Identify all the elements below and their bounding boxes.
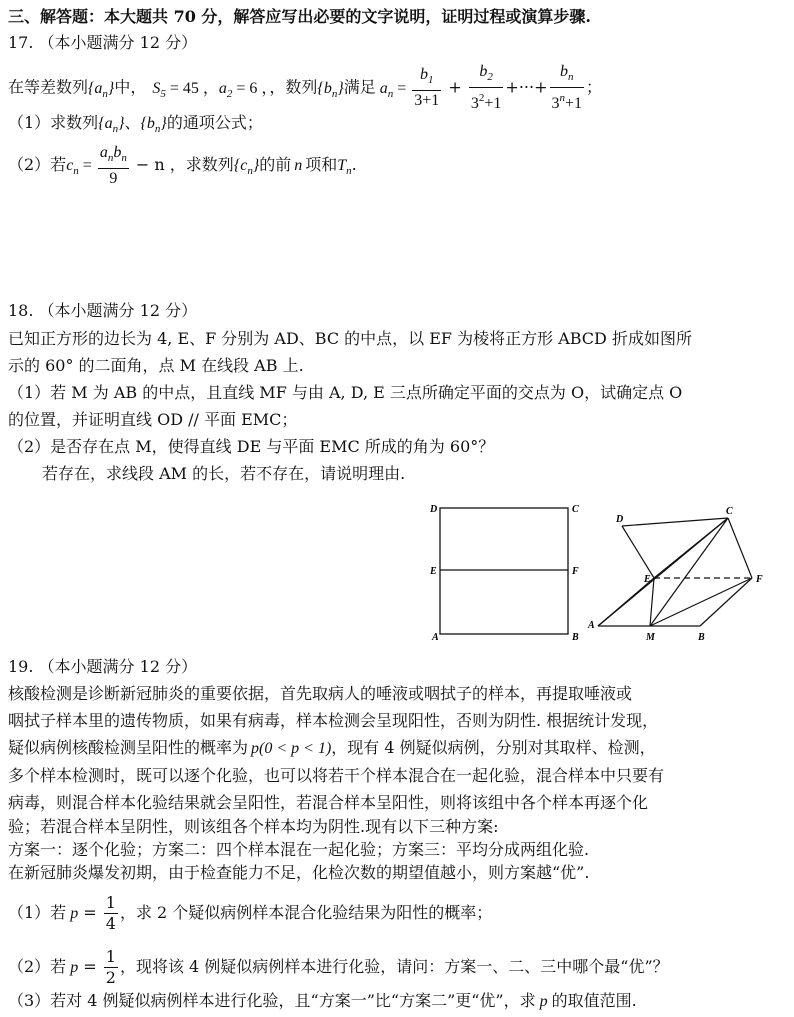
q17-frac-2: $\frac{b_2}{3^2+1}$ [470, 63, 502, 112]
label-A: A [432, 632, 439, 643]
q18-line-6: 若存在，求线段 AM 的长，若不存在，请说明理由. [42, 464, 406, 483]
q17-cn-frac: $\frac{a_nb_n}{9}$ [99, 143, 127, 187]
q19-line-7: 方案一：逐个化验；方案二：四个样本混在一起化验；方案三：平均分成两组化验. [8, 840, 590, 859]
q17-a2: $a_2 = 6$ ， [218, 79, 270, 100]
q18-score: （本小题满分 12 分） [38, 301, 198, 320]
label-M: M [646, 632, 655, 643]
q18-line-4: 的位置，并证明直线 OD // 平面 EMC； [8, 410, 298, 429]
q17-stem-text: 满足 [343, 77, 376, 97]
q18-line-1: 已知正方形的边长为 4, E、F 分别为 AD、BC 的中点，以 EF 为棱将正方形 ABCD 折成如图所 [8, 329, 692, 348]
q19-score: （本小题满分 12 分） [38, 657, 198, 676]
q19-line-2: 咽拭子样本里的遗传物质，如果有病毒，样本检测会呈现阳性，否则为阴性. 根据统计发现， [8, 711, 659, 730]
q18-line-3: （1）若 M 为 AB 的中点，且直线 MF 与由 A, D, E 三点所确定平面的交点为 O，试确定点 O [8, 383, 683, 402]
label-A: A [588, 620, 595, 631]
label-D: D [616, 514, 624, 525]
q17-stem [8, 62, 602, 110]
q19-part2: （2）若 p = $\frac{1}{2}$ ，现将该 4 例疑似病例样本进行化验，请问：方案一、二、三中哪个最“优”？ [8, 947, 669, 987]
q17-an-formula: $a_n$ = [379, 79, 411, 100]
edge-EM [650, 578, 654, 626]
q17-stem-text: 在等差数列 [8, 77, 89, 97]
q19-line-6: 验；若混合样本呈阴性，则该组各个样本均为阴性.现有以下三种方案: [8, 817, 499, 836]
q17-heading [8, 32, 197, 54]
q19-number: 19. [8, 657, 34, 676]
q17-score: （本小题满分 12 分） [38, 33, 198, 52]
q19-line-3: 疑似病例核酸检测呈阳性的概率为 p(0 < p < 1)，现有 4 例疑似病例，分别对其取样、检测， [8, 738, 656, 757]
section-header: 三、解答题：本大题共 70 分，解答应写出必要的文字说明，证明过程或演算步骤. [8, 7, 591, 26]
q17-number: 17. [8, 33, 34, 52]
label-C: C [726, 506, 733, 517]
label-F: F [572, 566, 579, 577]
q17-part2: （2）若$c_n$ = $\frac{a_nb_n}{9}$ − n ，求数列$\{c_n\}$的前 n 项和$T_n$. [8, 143, 357, 187]
q17-stem-text: 中， [114, 77, 147, 97]
q17-an-seq: $\{a_n\}$ [88, 79, 115, 100]
q17-frac-n: $\frac{b_n}{3^n+1}$ [551, 63, 583, 112]
label-C: C [572, 504, 579, 515]
q19-line-5: 病毒，则混合样本化验结果就会呈阳性，若混合样本呈阳性，则将该组中各个样本再逐个化 [8, 793, 649, 812]
edge-BF [700, 578, 752, 626]
q18-line-2: 示的 60° 的二面角，点 M 在线段 AB 上. [8, 356, 304, 375]
q17-part1: （1）求数列$\{a_n\}$、$\{b_n\}$的通项公式； [8, 113, 263, 135]
q17-dots: +···+ [505, 77, 548, 97]
q19-line-4: 多个样本检测时，既可以逐个化验，也可以将若干个样本混合在一起化验，混合样本中只要有 [8, 766, 665, 785]
label-B: B [572, 632, 579, 643]
q17-bn-seq: $\{b_n\}$ [317, 79, 344, 100]
label-B: B [698, 632, 705, 643]
label-E: E [430, 566, 437, 577]
edge-DE [622, 526, 654, 578]
label-E: E [644, 574, 651, 585]
q19-line-8: 在新冠肺炎爆发初期，由于检查能力不足，化检次数的期望值越小，则方案越“优”. [8, 863, 590, 882]
q17-stem-text: ，数列 [269, 77, 318, 97]
edge-MF [650, 578, 752, 626]
q18-number: 18. [8, 301, 34, 320]
edge-DC [622, 518, 728, 526]
q19-part3: （3）若对 4 例疑似病例样本进行化验，且“方案一”比“方案二”更“优”，求 p 的取值范围. [8, 991, 637, 1010]
q19-line-1: 核酸检测是诊断新冠肺炎的重要依据，首先取病人的唾液或咽拭子的样本，再提取唾液或 [8, 684, 633, 703]
q18-folded-figure [580, 498, 780, 648]
q19-heading [8, 656, 197, 678]
edge-CA [598, 518, 728, 626]
label-F: F [756, 574, 763, 585]
q19-part1: （1）若 p = $\frac{1}{4}$ ，求 2 个疑似病例样本混合化验结果为阳性的概率； [8, 893, 493, 933]
q17-s5: $S_5 = 45$ ， [152, 79, 219, 100]
q18-line-5: （2）是否存在点 M，使得直线 DE 与平面 EMC 所成的角为 60°？ [8, 437, 495, 456]
square-outline [440, 508, 568, 634]
q17-plus: + [443, 77, 467, 97]
edge-CF [728, 518, 752, 578]
q17-frac-1: $\frac{b_1}{3+1}$ [414, 66, 440, 109]
q18-square-figure [420, 498, 590, 644]
q18-heading [8, 300, 197, 322]
label-D: D [430, 504, 438, 515]
q17-tail: ； [586, 77, 603, 97]
